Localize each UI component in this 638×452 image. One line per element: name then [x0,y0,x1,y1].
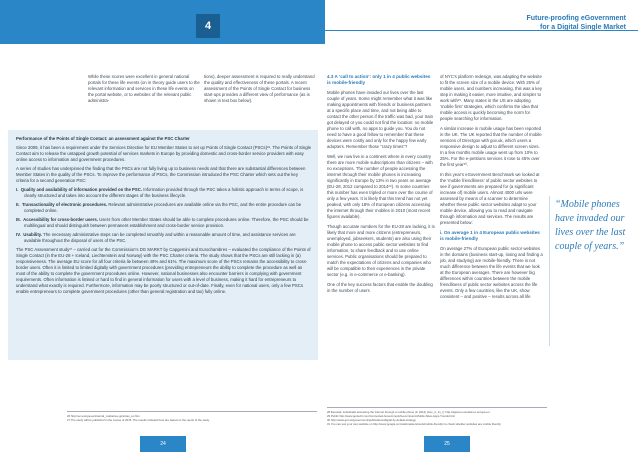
body-paragraph: Well, we now live in a continent where in every country there are more mobile subscriptions than citizens – with no exceptions. The number of people accessing the internet through their mobile phones is increasing significantly in Europe by 13% in two years on average (EU-28, 2012 compared to 2014²⁸). In some countries this number has even tripled or more over the course of only a few years. It is likely that this trend has not yet peaked, with only 18% of European citizens accessing the internet through their mobiles in 2010 (most recent figures available). [327,154,433,219]
header-title-line2: for a Digital Single Market [540,24,626,31]
footnote: 27 The study will be published in the course of 2015. The results included here are based on the report of the study [67,418,210,422]
page-header [0,0,638,46]
footnote: 29 Public http://www.govtech.com/Connected-Government/Government-Mobile-Sites-Apps-Trends.html [327,414,455,418]
criterion-text: Users from other Member States should be able to complete procedures online. Therefore, the PSC should be multilingual and should distinguish between permanent establishment and cross-border service provision. [24,217,309,228]
header-title-line1: Future-proofing eGovernment [526,15,626,22]
body-paragraph: Mobile phones have invaded our lives over the last couple of years. Some might remember what it was like making appointments with friends or business partners at a specific place and time, and not being able to contact the other person if the traffic was bad, your train got delayed or you could not find the location: no mobile phone to call with, no apps to guide you. You do not need to have a good fellow to remember that these devices were costly and only for the happy few early adopters. Remember those “crazy times”? [327,90,434,149]
box-paragraph: A series of studies has underpinned the finding that the PSCs are not fully living up to business needs and that there are substantial differences between Member States in the quality of the PSCs. To improve the performance of PSCs, the Commission introduced the PSC Charter which sets out the key criteria for a second generation PSC: [16,166,306,183]
body-paragraph: On average 27% of European public sector websites in the domains (business start-up, losing and finding a job, and studying) are mobile-friendly. There is not much difference between the life events that we look at the European averages. There are however big differences within countries between the mobile friendliness of public sector websites across the life events. Only a few countries, like the UK, show consistent – and positive – results across all life [440,246,543,299]
psc-text-box [8,130,318,360]
page-number-right: 25 [424,436,470,452]
pull-quote-rule [549,196,550,346]
criterion-text: The necessary administrative steps can be completed smoothly and within a reasonable amount of time, and assistance services are available throughout the disposal of users of the PSC. [24,232,296,243]
footnote: 31 You can test your own website on http://www.google.com/webmasters/tools/mobile-friendly/ to check whether websites are mobile friendly [327,422,501,426]
body-paragraph: Though accurate numbers for the EU-28 are lacking, it is likely that more and more citizens (entrepreneurs, unemployed, jobseekers, students) are also using their mobile phone to access public sector websites to find information, to share feedback and to use online services. Public organisations should be prepared to match the expectations of citizens and companies who will be compatible to their experiences in the private sector (e.g. in e-commerce or e-banking). [327,224,435,277]
footnotes-left [67,411,317,422]
body-paragraph: A similar increase in mobile usage has been reported in the UK. The UK reported that the number of mobile versions of Directgov with gov.uk, which users a responsive design to adjust to different screen sizes. In a few months mobile usage went up from 10% to 25%. For the e-petitions services it rose to 45% over the first year³⁰. [440,126,542,167]
header-band [0,0,325,44]
body-paragraph: One of the key success factors that enable the doubling in the number of users [327,282,433,293]
intro-left-column [88,74,200,108]
intro-left-text: While these scores were excellent in general national portals for these life events (on in theory guide users to the relevant information and services in these life events on the portal website, or to websites of the relevant public administra- [88,74,200,103]
right-column-1 [327,74,435,298]
header-title [526,14,626,32]
footnote: 26 http://ec.europa.eu/internal_market/eu-go/index_en.htm [67,414,140,418]
pull-quote: “Mobile phones have invaded our lives over the last couple of years.” [555,199,626,252]
footnotes-right [327,407,547,426]
criterion-text: Information provided through the PSC takes a holistic approach in terms of scope, is clearly structured and takes into account the different stages of the business lifecycle. [24,187,304,198]
section-heading: 4.3 A ‘call to action’: only 1 in 4 public websites is mobile-friendly [327,74,431,85]
box-criterion-item [16,187,312,199]
criterion-label: III. Accessibility for cross-border users. [16,217,98,222]
right-column-2 [440,74,544,304]
chapter-number: 4 [196,14,220,38]
intro-right-text: tions), deeper assessment is required to really understand the quality and effectiveness of these portals. A recent assessment of the Points of Single Contact for business start-ups provides a different view of performance (as is shown in text box below). [204,74,315,103]
subsection-heading: i. On average 1 in 4 European public websites is mobile-friendly [440,230,540,241]
box-paragraph: The PSC Assessment study²⁷ – carried out for the Commission's DG MARKT by Capgemini and Eurochambres – evaluated the compliance of the Points of Single Contact (in the EU-28 + Iceland, Liechtenstein and Norway) with the PSC Charter criteria. The study shows that the PSCs are still lacking in (a) responsiveness. The average EU score for all four criteria lie between 49% and 61%. The maximum score of the PSCs remains the accessibility to cross-border users. Often it is limited to limited digitally with government procedures (providing entrepreneurs the ability to complete the procedure as well as most of the ability to complete the government procedures online. However, national businesses also encounter barriers in complying with government requirements. Often information is limited or hard to find in general information for users with a level of business, making it hard for entrepreneurs to understand what exactly is required. Furthermore, information may be poorly structured or out-of-date. Finally, even for national users, only a few PSCs enable entrepreneurs to complete government procedures (other than general registration and tax) fully online. [16,247,311,294]
box-title: Performance of the Points of Single Contact: an assessment against the PSC Charter [16,136,190,141]
criterion-label: II. Transactionality of electronic procedures. [16,202,108,207]
box-criterion-item [16,217,312,229]
criterion-label: IV. Usability. [16,232,43,237]
page-number-left: 24 [140,436,186,452]
box-paragraph: Since 2009, it has been a requirement under the Services Directive for EU Member States to set up Points of Single Contact (PSCs)²⁶. The Points of Single Contact aim to release the untapped growth potential of services markets in Europe by providing domestic and cross-border service providers with easy online access to information and government procedures. [16,145,311,162]
footnote: 28 Eurostat: Individuals accessing the internet through a mobile phone (in 2014) (isoc_ci_im_i): http://appsso.eurostat.ec.europa.eu [327,410,490,414]
criterion-label: I. Quality and availability of information provided on the PSC. [16,187,143,192]
criterion-text: Relevant administrative procedures are available online via the PSC, and the entire procedure can be completed online. [24,202,302,213]
box-criterion-item [16,202,312,214]
box-criterion-item [16,232,312,244]
body-paragraph: In this year's eGovernment Benchmark we looked at the ‘mobile friendliness’ of public sector websites to see if governments are prepared for (a significant increase of) mobile users. Almost 4000 urls were assessed by means of a scanner to determine whether these public sector websites adapt to your mobile device, allowing you to read and navigate through information and services. The results are presented below: [440,172,540,225]
body-paragraph: of NYC's platform redesign, was adapting the website to fit the screen size of a mobile device. With 25% of mobile users, and numbers increasing, this was a key step in making it easier, more intuitive, and simpler to work with²⁹. Many states in the US are adopting ‘mobile first’ strategies, which confirms the idea that mobile access is quickly becoming the norm for people searching for information. [440,74,542,121]
intro-right-column [204,74,316,108]
footnote: 30 http://www.gov.uk/government/publications/digital-by-default-strategy [327,418,416,422]
